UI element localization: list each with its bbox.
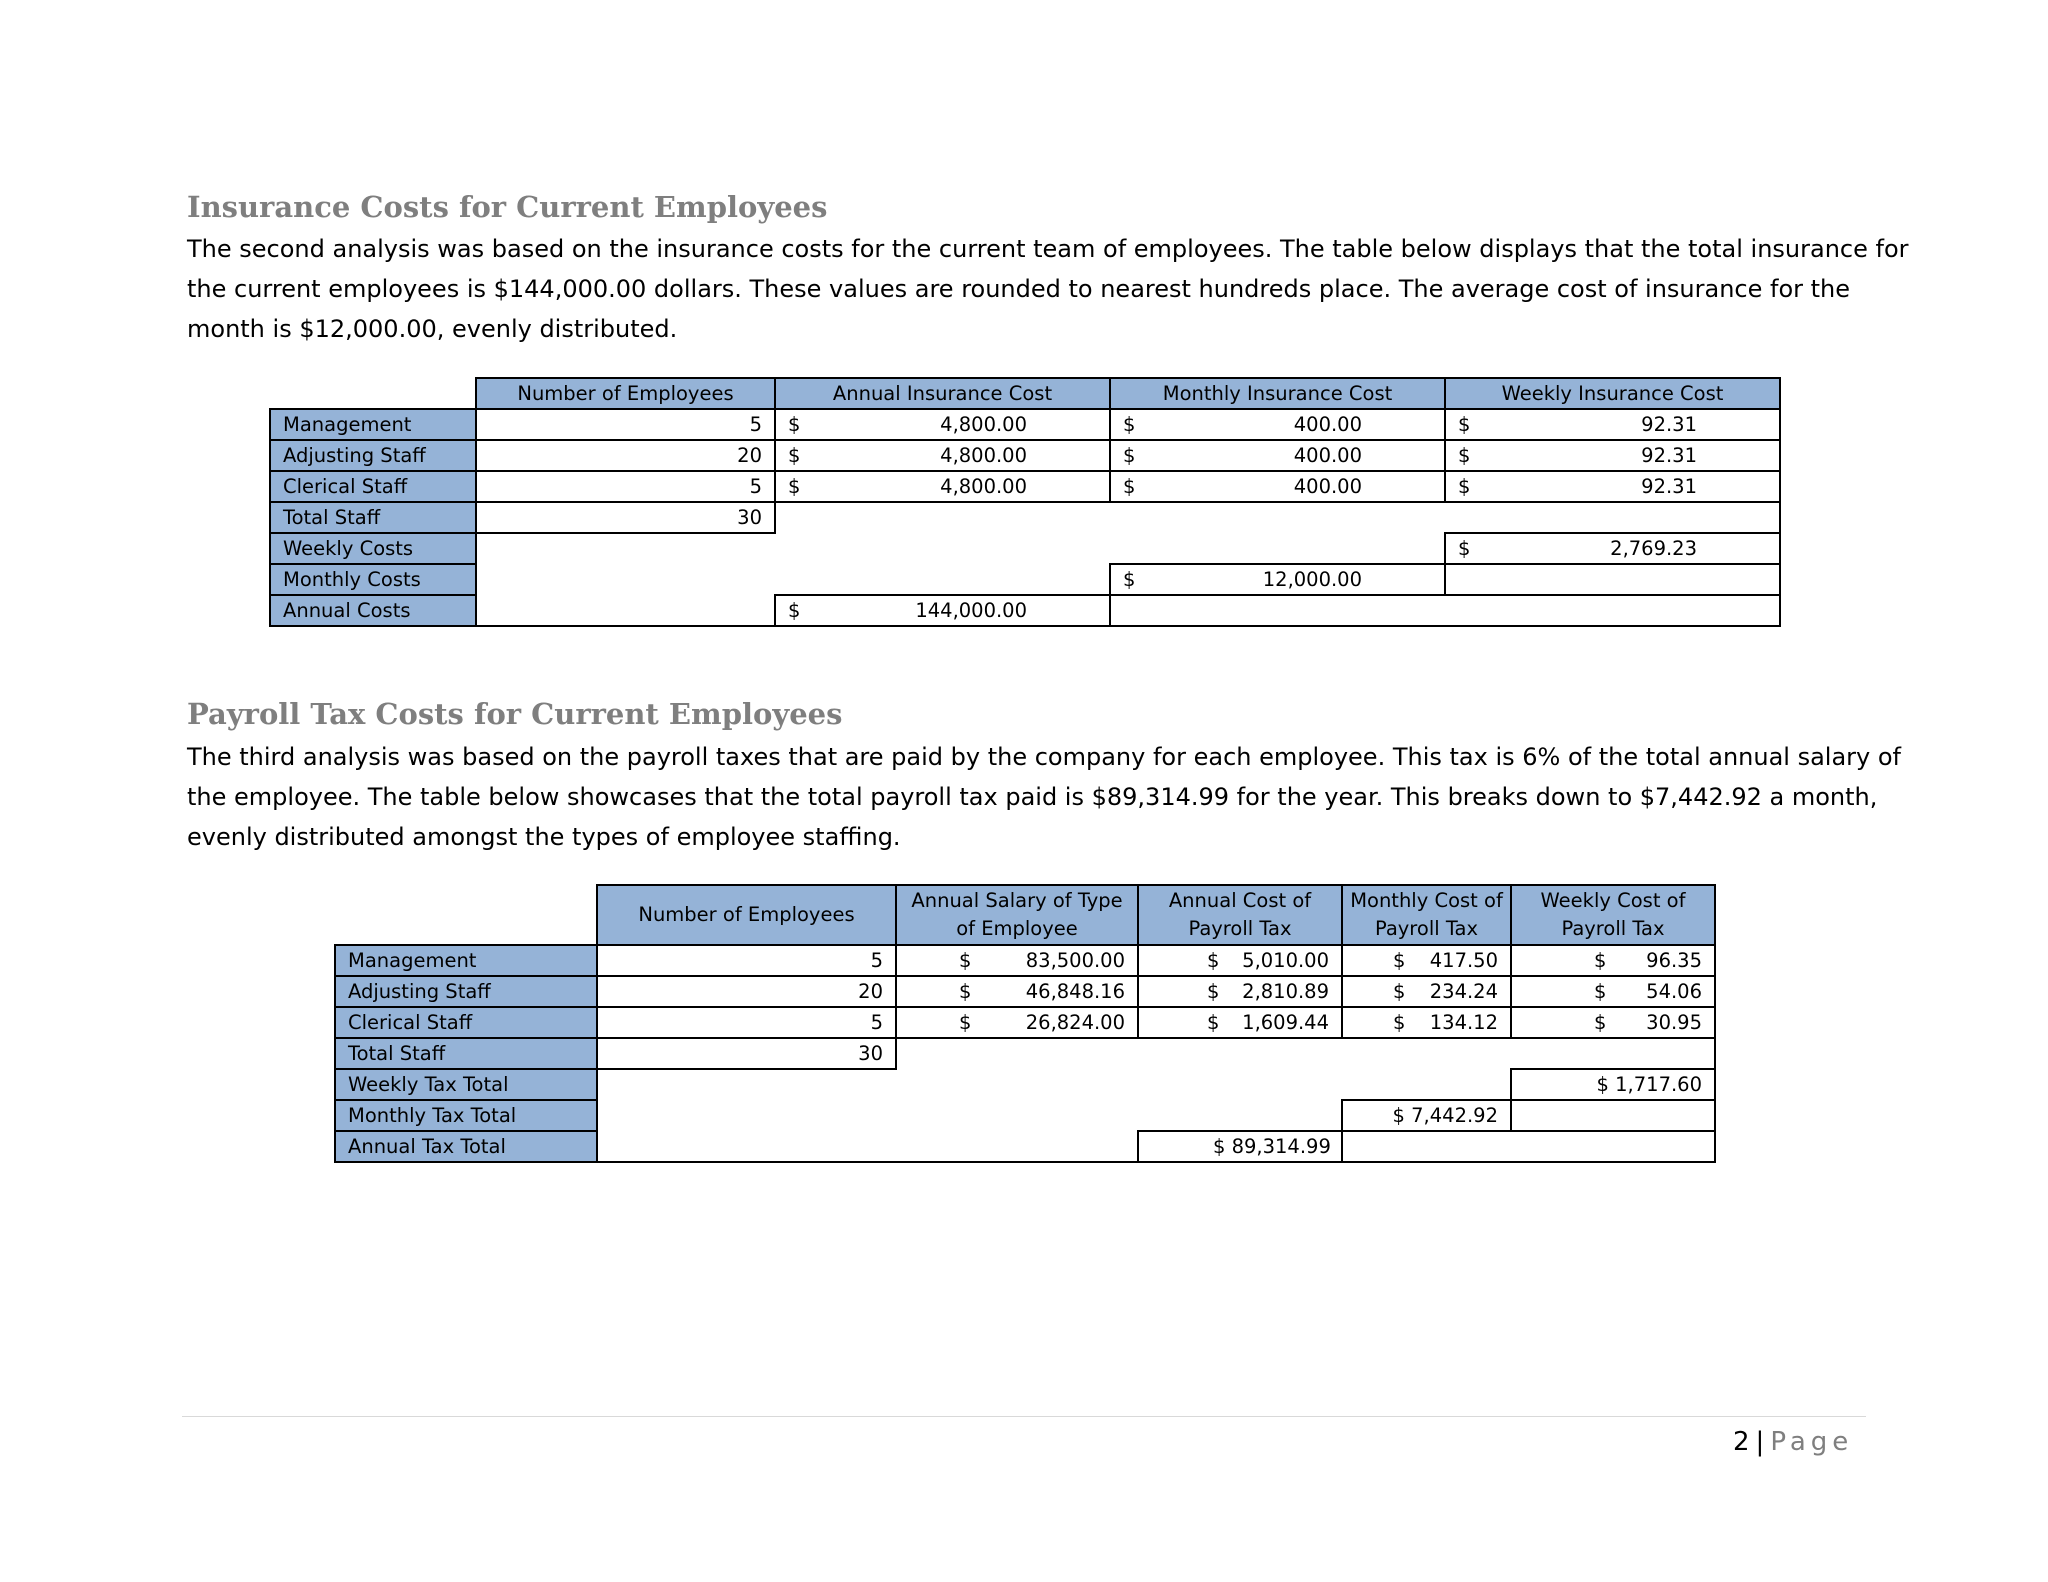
currency-symbol: $: [1393, 949, 1406, 972]
col-header-annual-tax: Annual Cost of Payroll Tax: [1138, 885, 1342, 945]
row-label-clerical: Clerical Staff: [270, 471, 476, 502]
monthly-tax-cell: [1342, 945, 1511, 976]
paragraph-line: The third analysis was based on the payroll taxes that are paid by the company for each employee. This tax is 6% of the total annual salary of: [187, 743, 1901, 771]
page-number: [1733, 1422, 1853, 1462]
row-label-total-staff: Total Staff: [335, 1038, 597, 1069]
payroll-paragraph: [187, 737, 1901, 857]
employee-count: 5: [597, 945, 896, 976]
payroll-heading: Payroll Tax Costs for Current Employees: [187, 697, 843, 731]
row-label-management: Management: [270, 409, 476, 440]
currency-symbol: $: [788, 413, 801, 436]
currency-symbol: $: [1393, 1011, 1406, 1034]
table-row: [335, 1131, 1715, 1162]
weekly-tax-cell: [1511, 1007, 1715, 1038]
annual-tax-value: 2,810.89: [1242, 980, 1329, 1003]
monthly-insurance-cell: [1110, 471, 1445, 502]
salary-value: 26,824.00: [1025, 1011, 1125, 1034]
currency-symbol: $: [1393, 980, 1406, 1003]
currency-symbol: $: [1458, 475, 1471, 498]
monthly-costs-value: 12,000.00: [1262, 568, 1362, 591]
row-label-adjusting: Adjusting Staff: [335, 976, 597, 1007]
table-row: [270, 409, 1780, 440]
currency-symbol: $: [1207, 949, 1220, 972]
paragraph-line: the current employees is $144,000.00 dollars. These values are rounded to nearest hundreds place. The average cost of insurance for the: [187, 275, 1851, 303]
weekly-insurance-value: 92.31: [1641, 413, 1697, 436]
table-row: [270, 564, 1780, 595]
currency-symbol: $: [788, 444, 801, 467]
col-header-monthly-tax: Monthly Cost of Payroll Tax: [1342, 885, 1511, 945]
table-row: [335, 1038, 1715, 1069]
empty-corner: [335, 885, 597, 945]
employee-count: 5: [476, 471, 775, 502]
weekly-insurance-value: 92.31: [1641, 475, 1697, 498]
insurance-heading: Insurance Costs for Current Employees: [187, 190, 828, 224]
annual-tax-total-value: $ 89,314.99: [1138, 1131, 1342, 1162]
monthly-tax-value: 134.12: [1429, 1011, 1498, 1034]
monthly-insurance-cell: [1110, 440, 1445, 471]
empty-cell: [597, 1131, 1138, 1162]
salary-cell: [896, 945, 1138, 976]
empty-cell: [597, 1069, 1511, 1100]
col-header-salary: Annual Salary of Type of Employee: [896, 885, 1138, 945]
row-label-management: Management: [335, 945, 597, 976]
monthly-tax-cell: [1342, 976, 1511, 1007]
empty-cell: [1445, 564, 1780, 595]
monthly-insurance-value: 400.00: [1293, 413, 1362, 436]
currency-symbol: $: [1123, 568, 1136, 591]
currency-symbol: $: [1458, 413, 1471, 436]
footer-divider: [182, 1416, 1866, 1417]
table-row: [270, 471, 1780, 502]
salary-value: 83,500.00: [1025, 949, 1125, 972]
table-row: [270, 595, 1780, 626]
table-row: [335, 945, 1715, 976]
annual-tax-cell: [1138, 1007, 1342, 1038]
monthly-costs-cell: [1110, 564, 1445, 595]
table-header-row: [335, 885, 1715, 945]
weekly-insurance-value: 92.31: [1641, 444, 1697, 467]
empty-cell: [1342, 1131, 1715, 1162]
payroll-table: [334, 884, 1716, 1163]
employee-count: 20: [597, 976, 896, 1007]
annual-insurance-value: 4,800.00: [940, 444, 1027, 467]
weekly-tax-value: 96.35: [1646, 949, 1702, 972]
table-row: [335, 1100, 1715, 1131]
empty-cell: [1110, 595, 1780, 626]
salary-value: 46,848.16: [1025, 980, 1125, 1003]
annual-tax-cell: [1138, 945, 1342, 976]
col-header-annual: Annual Insurance Cost: [775, 378, 1110, 409]
annual-tax-cell: [1138, 976, 1342, 1007]
currency-symbol: $: [788, 475, 801, 498]
col-header-weekly-tax: Weekly Cost of Payroll Tax: [1511, 885, 1715, 945]
annual-costs-value: 144,000.00: [915, 599, 1027, 622]
row-label-weekly-total: Weekly Tax Total: [335, 1069, 597, 1100]
table-row: [270, 502, 1780, 533]
weekly-costs-cell: [1445, 533, 1780, 564]
monthly-tax-total-value: $ 7,442.92: [1342, 1100, 1511, 1131]
monthly-insurance-value: 400.00: [1293, 444, 1362, 467]
currency-symbol: $: [1594, 949, 1607, 972]
row-label-weekly-costs: Weekly Costs: [270, 533, 476, 564]
employee-count: 20: [476, 440, 775, 471]
empty-cell: [476, 533, 1445, 564]
table-row: [335, 1069, 1715, 1100]
paragraph-line: month is $12,000.00, evenly distributed.: [187, 315, 678, 343]
col-header-employees: Number of Employees: [597, 885, 896, 945]
insurance-paragraph: [187, 229, 1909, 349]
currency-symbol: $: [959, 980, 972, 1003]
weekly-insurance-cell: [1445, 471, 1780, 502]
currency-symbol: $: [1458, 444, 1471, 467]
currency-symbol: $: [1594, 980, 1607, 1003]
table-row: [270, 533, 1780, 564]
currency-symbol: $: [1123, 413, 1136, 436]
row-label-adjusting: Adjusting Staff: [270, 440, 476, 471]
table-row: [270, 440, 1780, 471]
currency-symbol: $: [959, 1011, 972, 1034]
salary-cell: [896, 976, 1138, 1007]
col-header-weekly: Weekly Insurance Cost: [1445, 378, 1780, 409]
total-staff-value: 30: [476, 502, 775, 533]
row-label-clerical: Clerical Staff: [335, 1007, 597, 1038]
empty-cell: [476, 595, 775, 626]
annual-insurance-cell: [775, 440, 1110, 471]
weekly-costs-value: 2,769.23: [1610, 537, 1697, 560]
employee-count: 5: [476, 409, 775, 440]
currency-symbol: $: [1123, 475, 1136, 498]
paragraph-line: evenly distributed amongst the types of employee staffing.: [187, 823, 901, 851]
empty-cell: [896, 1038, 1715, 1069]
table-row: [335, 1007, 1715, 1038]
monthly-tax-cell: [1342, 1007, 1511, 1038]
monthly-insurance-value: 400.00: [1293, 475, 1362, 498]
salary-cell: [896, 1007, 1138, 1038]
currency-symbol: $: [1594, 1011, 1607, 1034]
weekly-insurance-cell: [1445, 409, 1780, 440]
row-label-monthly-costs: Monthly Costs: [270, 564, 476, 595]
page-number-value: 2: [1733, 1427, 1750, 1457]
monthly-insurance-cell: [1110, 409, 1445, 440]
col-header-monthly: Monthly Insurance Cost: [1110, 378, 1445, 409]
currency-symbol: $: [1458, 537, 1471, 560]
annual-insurance-value: 4,800.00: [940, 475, 1027, 498]
currency-symbol: $: [1123, 444, 1136, 467]
annual-insurance-cell: [775, 471, 1110, 502]
row-label-monthly-total: Monthly Tax Total: [335, 1100, 597, 1131]
weekly-insurance-cell: [1445, 440, 1780, 471]
row-label-total-staff: Total Staff: [270, 502, 476, 533]
employee-count: 5: [597, 1007, 896, 1038]
annual-insurance-cell: [775, 409, 1110, 440]
annual-insurance-value: 4,800.00: [940, 413, 1027, 436]
row-label-annual-total: Annual Tax Total: [335, 1131, 597, 1162]
col-header-employees: Number of Employees: [476, 378, 775, 409]
annual-tax-value: 5,010.00: [1242, 949, 1329, 972]
insurance-table: [269, 377, 1781, 627]
currency-symbol: $: [1207, 1011, 1220, 1034]
weekly-tax-cell: [1511, 976, 1715, 1007]
paragraph-line: The second analysis was based on the insurance costs for the current team of employees. The table below displays that the total insurance for: [187, 235, 1909, 263]
currency-symbol: $: [959, 949, 972, 972]
monthly-tax-value: 417.50: [1429, 949, 1498, 972]
annual-tax-value: 1,609.44: [1242, 1011, 1329, 1034]
currency-symbol: $: [1207, 980, 1220, 1003]
empty-cell: [476, 564, 1110, 595]
table-row: [335, 976, 1715, 1007]
total-staff-value: 30: [597, 1038, 896, 1069]
empty-corner: [270, 378, 476, 409]
weekly-tax-value: 54.06: [1646, 980, 1702, 1003]
empty-cell: [1511, 1100, 1715, 1131]
empty-cell: [775, 502, 1780, 533]
table-header-row: [270, 378, 1780, 409]
paragraph-line: the employee. The table below showcases that the total payroll tax paid is $89,314.99 for the year. This breaks down to $7,442.92 a month,: [187, 783, 1878, 811]
currency-symbol: $: [788, 599, 801, 622]
weekly-tax-total-value: $ 1,717.60: [1511, 1069, 1715, 1100]
empty-cell: [597, 1100, 1342, 1131]
annual-costs-cell: [775, 595, 1110, 626]
weekly-tax-value: 30.95: [1646, 1011, 1702, 1034]
page-separator: |: [1755, 1427, 1765, 1457]
row-label-annual-costs: Annual Costs: [270, 595, 476, 626]
page-word: Page: [1770, 1427, 1854, 1457]
weekly-tax-cell: [1511, 945, 1715, 976]
monthly-tax-value: 234.24: [1429, 980, 1498, 1003]
